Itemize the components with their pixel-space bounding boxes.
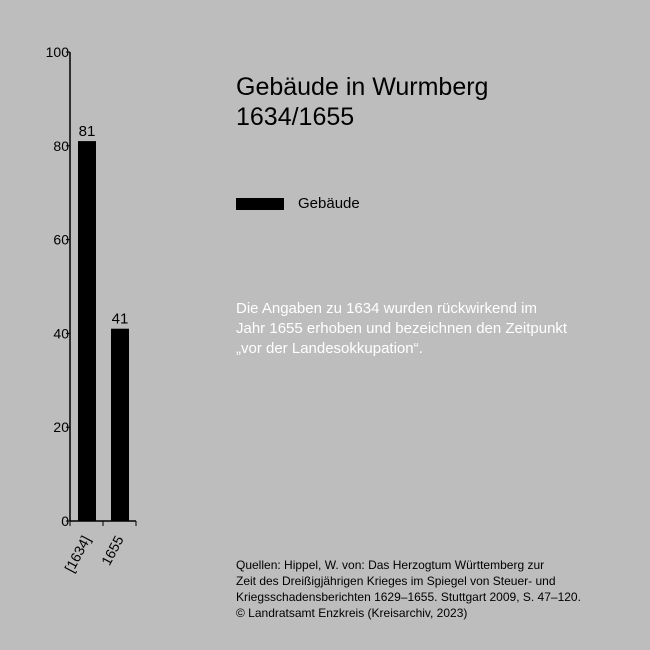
chart-sources	[236, 557, 646, 621]
y-tick-label-60: 60	[53, 231, 69, 248]
data-label-1: 41	[111, 310, 129, 328]
sources-line-3: Kriegsschadensberichten 1629–1655. Stuttgart 2009, S. 47–120.	[236, 590, 581, 604]
data-label-0: 81	[78, 123, 96, 141]
y-tick-label-100: 100	[45, 44, 69, 60]
category-label-0: [1634]	[61, 532, 94, 575]
chart-note	[236, 299, 636, 359]
legend-label: Gebäude	[298, 195, 360, 212]
sources-line-2: Zeit des Dreißigjährigen Krieges im Spiegel von Steuer- und	[236, 574, 556, 588]
note-line-3: „vor der Landesokkupation“.	[236, 340, 423, 357]
sources-line-4: © Landratsamt Enzkreis (Kreisarchiv, 2023)	[236, 606, 468, 620]
bar-1	[111, 329, 129, 521]
chart-title-line-2: 1634/1655	[236, 103, 355, 131]
chart-title-line-1: Gebäude in Wurmberg	[236, 73, 489, 101]
legend-swatch	[236, 198, 284, 210]
note-line-2: Jahr 1655 erhoben und bezeichnen den Zeitpunkt	[236, 320, 568, 337]
y-tick-label-40: 40	[53, 325, 69, 342]
chart-legend	[236, 195, 360, 212]
y-tick-label-20: 20	[53, 419, 69, 436]
note-line-1: Die Angaben zu 1634 wurden rückwirkend im	[236, 300, 538, 317]
category-label-1: 1655	[97, 532, 127, 568]
chart-title	[236, 72, 488, 132]
sources-line-1: Quellen: Hippel, W. von: Das Herzogtum Württemberg zur	[236, 558, 545, 572]
y-tick-label-0: 0	[61, 513, 69, 529]
y-tick-label-80: 80	[53, 137, 69, 154]
bar-0	[78, 141, 96, 521]
